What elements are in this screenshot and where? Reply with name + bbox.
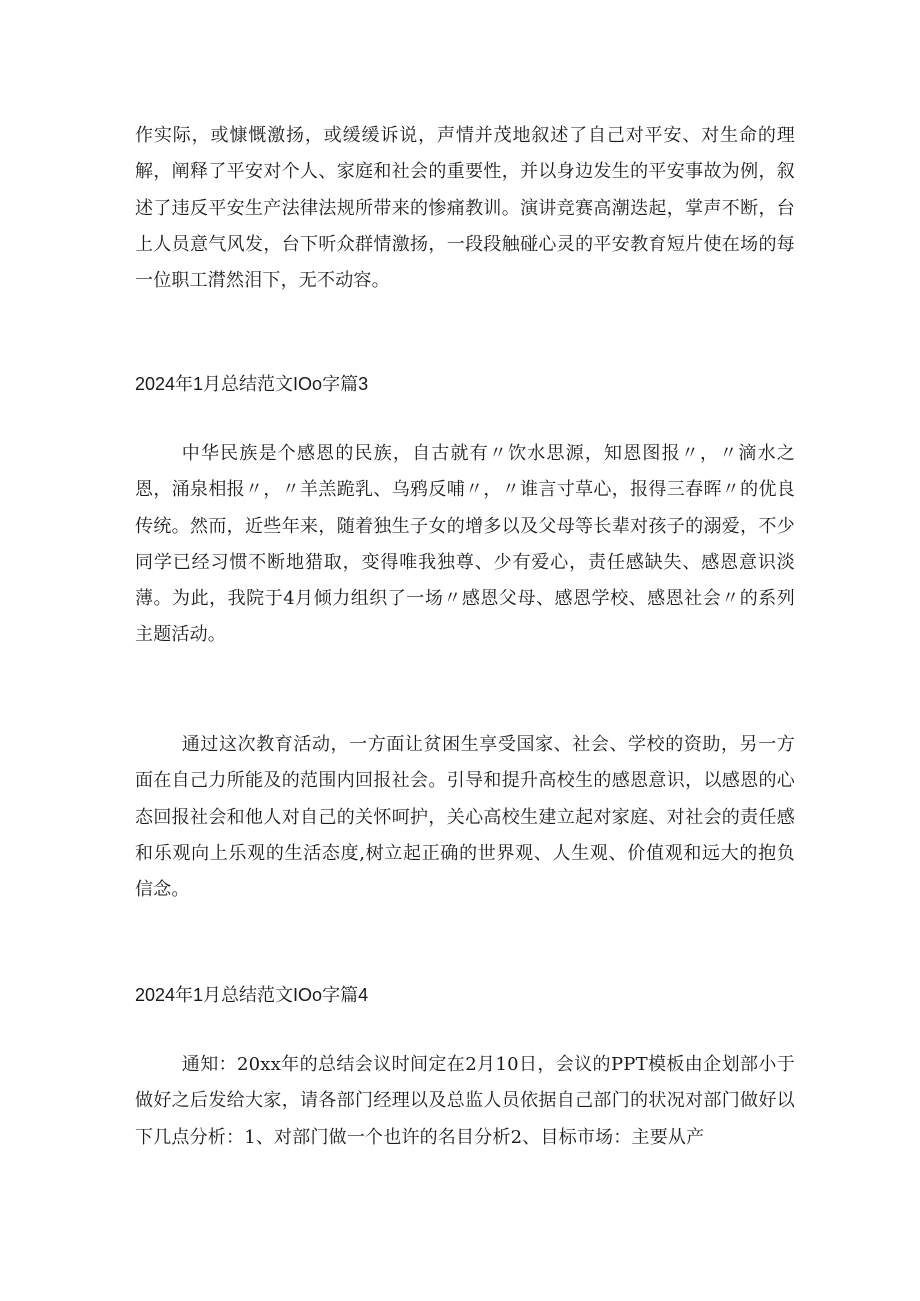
body-paragraph: 中华民族是个感恩的民族，自古就有〃饮水思源，知恩图报〃，〃滴水之恩，涌泉相报〃，〃羊羔跪乳、乌鸦反哺〃，〃谁言寸草心，报得三春晖〃的优良传统。然而，近些年来，随着独生子女的增多以及父母等长辈对孩子的溺爱，不少同学已经习惯不断地猎取，变得唯我独尊、少有爱心，责任感缺失、感恩意识淡薄。为此，我院于4月倾力组织了一场〃感恩父母、感恩学校、感恩社会〃的系列主题活动。 — [135, 443, 795, 646]
body-paragraph: 作实际，或慷慨激扬，或缓缓诉说，声情并茂地叙述了自己对平安、对生命的理解，阐释了平安对个人、家庭和社会的重要性，并以身边发生的平安事故为例，叙述了违反平安生产法律法规所带来的惨痛教训。演讲竞赛高潮迭起，掌声不断，台上人员意气风发，台下听众群情激扬，一段段触碰心灵的平安教育短片使在场的每一位职工潸然泪下，无不动容。 — [135, 125, 795, 292]
section-heading: 2024年1月总结范文IOo字篇3 — [135, 374, 369, 394]
body-paragraph: 通过这次教育活动，一方面让贫困生享受国家、社会、学校的资助，另一方面在自己力所能及的范围内回报社会。引导和提升高校生的感恩意识，以感恩的心态回报社会和他人对自己的关怀呵护，关心高校生建立起对家庭、对社会的责任感和乐观向上乐观的生活态度,树立起正确的世界观、人生观、价值观和远大的抱负信念。 — [135, 734, 795, 901]
body-paragraph: 通知：20xx年的总结会议时间定在2月10日，会议的PPT模板由企划部小于做好之后发给大家，请各部门经理以及总监人员依据自己部门的状况对部门做好以下几点分析：1、对部门做一个也许的名目分析2、目标市场：主要从产 — [135, 1054, 795, 1148]
section-heading: 2024年1月总结范文IOo字篇4 — [135, 985, 369, 1005]
